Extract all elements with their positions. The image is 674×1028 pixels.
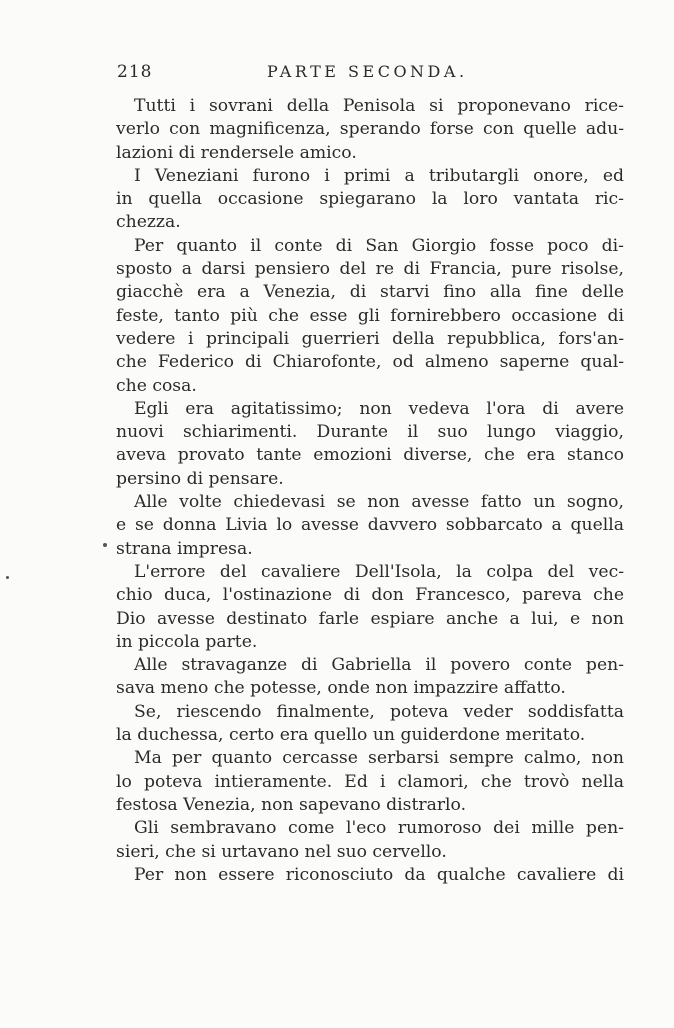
text-line: sava meno che potesse, onde non impazzire affatto.: [116, 678, 566, 699]
text-line: Gli sembravano come l'eco rumoroso dei mille pen-: [134, 818, 624, 839]
text-line: in quella occasione spiegarano la loro vantata ric-: [116, 189, 624, 210]
text-line: vedere i principali guerrieri della repubblica, fors'an-: [116, 328, 624, 349]
text-line: lazioni di rendersele amico.: [116, 142, 357, 163]
text-line: che cosa.: [116, 375, 197, 396]
text-line: e se donna Livia lo avesse davvero sobbarcato a quella: [116, 515, 624, 536]
text-line: aveva provato tante emozioni diverse, che era stanco: [116, 445, 624, 466]
text-line: persino di pensare.: [116, 468, 284, 489]
text-line: Dio avesse destinato farle espiare anche a lui, e non: [116, 608, 624, 629]
text-line: Egli era agitatissimo; non vedeva l'ora di avere: [134, 398, 624, 419]
text-line: sposto a darsi pensiero del re di Francia, pure risolse,: [116, 259, 624, 280]
text-line: Se, riescendo finalmente, poteva veder soddisfatta: [134, 701, 624, 722]
text-line: nuovi schiarimenti. Durante il suo lungo viaggio,: [116, 422, 624, 443]
text-line: Alle volte chiedevasi se non avesse fatto un sogno,: [134, 492, 624, 513]
text-line: I Veneziani furono i primi a tributargli onore, ed: [134, 165, 624, 186]
text-line: lo poteva intieramente. Ed i clamori, che trovò nella: [116, 771, 624, 792]
text-line: che Federico di Chiarofonte, od almeno saperne qual-: [116, 352, 624, 373]
text-line: Per non essere riconosciuto da qualche cavaliere di: [134, 864, 624, 885]
ink-speck: [6, 576, 9, 579]
text-line: feste, tanto più che esse gli fornirebbero occasione di: [116, 305, 624, 326]
text-line: verlo con magnificenza, sperando forse con quelle adu-: [116, 119, 624, 140]
text-line: la duchessa, certo era quello un guiderdone meritato.: [116, 725, 586, 746]
text-line: sieri, che si urtavano nel suo cervello.: [116, 841, 447, 862]
ink-speck: [103, 543, 107, 547]
text-line: chio duca, l'ostinazione di don Francesco, pareva che: [116, 585, 624, 606]
text-line: Per quanto il conte di San Giorgio fosse poco di-: [134, 235, 624, 256]
body-text: [116, 95, 624, 887]
running-title: PARTE SECONDA.: [267, 62, 468, 81]
text-line: Ma per quanto cercasse serbarsi sempre calmo, non: [134, 748, 624, 769]
text-line: in piccola parte.: [116, 631, 258, 652]
text-line: giacchè era a Venezia, di starvi fino alla fine delle: [116, 282, 624, 303]
text-line: festosa Venezia, non sapevano distrarlo.: [116, 794, 467, 815]
page-header: [117, 62, 622, 88]
text-line: Tutti i sovrani della Penisola si proponevano rice-: [134, 96, 624, 116]
text-line: L'errore del cavaliere Dell'Isola, la colpa del vec-: [134, 561, 624, 582]
page-number: 218: [117, 62, 153, 82]
text-line: chezza.: [116, 212, 181, 233]
text-line: strana impresa.: [116, 538, 253, 559]
text-line: Alle stravaganze di Gabriella il povero conte pen-: [134, 655, 624, 676]
